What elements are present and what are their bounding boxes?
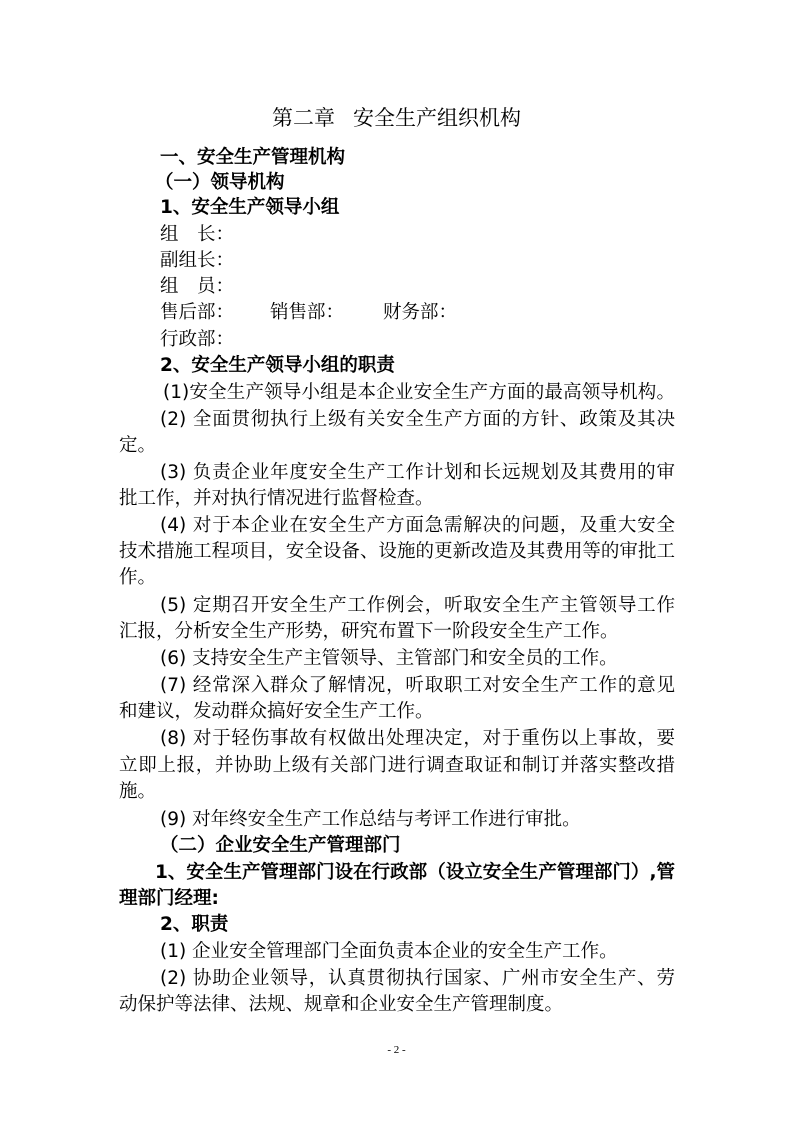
heading-1: 一、安全生产管理机构 bbox=[160, 147, 346, 168]
duty-7-cont: 和建议，发动群众搞好安全生产工作。 bbox=[119, 701, 434, 722]
sales-label: 销售部： bbox=[270, 302, 345, 323]
chapter-number: 第二章 bbox=[272, 106, 335, 130]
duty-2-cont: 定。 bbox=[119, 435, 157, 456]
duty-7: (7) 经常深入群众了解情况，听取职工对安全生产工作的意见 bbox=[160, 675, 675, 696]
duty-4-cont2: 作。 bbox=[119, 567, 157, 588]
duty-4: (4) 对于本企业在安全生产方面急需解决的问题，及重大安全 bbox=[160, 515, 675, 536]
heading-management-dept: （二）企业安全生产管理部门 bbox=[160, 835, 401, 856]
duty-3: (3) 负责企业年度安全生产工作计划和长远规划及其费用的审 bbox=[160, 462, 675, 483]
finance-label: 财务部： bbox=[383, 302, 458, 323]
heading-leadership-group: 1、安全生产领导小组 bbox=[160, 197, 340, 218]
duty-1: (1)安全生产领导小组是本企业安全生产方面的最高领导机构。 bbox=[163, 382, 675, 403]
duty-6: (6) 支持安全生产主管领导、主管部门和安全员的工作。 bbox=[160, 648, 618, 669]
duty-8: (8) 对于轻伤事故有权做出处理决定，对于重伤以上事故，要 bbox=[160, 728, 675, 749]
duty-5-cont: 汇报，分析安全生产形势，研究布置下一阶段安全生产工作。 bbox=[119, 621, 619, 642]
resp-2: (2) 协助企业领导，认真贯彻执行国家、广州市安全生产、劳 bbox=[160, 968, 675, 989]
leader-label: 组 长： bbox=[160, 224, 235, 245]
duty-8-cont: 立即上报，并协助上级有关部门进行调查取证和制订并落实整改措 bbox=[119, 755, 675, 776]
duty-4-cont: 技术措施工程项目，安全设备、设施的更新改造及其费用等的审批工 bbox=[119, 541, 675, 562]
chapter-name: 安全生产组织机构 bbox=[353, 106, 521, 130]
page-title bbox=[0, 104, 793, 132]
heading-leadership: （一）领导机构 bbox=[155, 172, 285, 193]
duty-8-cont2: 施。 bbox=[119, 781, 157, 802]
duty-5: (5) 定期召开安全生产工作例会，听取安全生产主管领导工作 bbox=[160, 595, 675, 616]
duty-9: (9) 对年终安全生产工作总结与考评工作进行审批。 bbox=[160, 809, 581, 830]
dept-statement-cont: 理部门经理: bbox=[119, 888, 219, 909]
page-number: - 2 - bbox=[387, 1044, 406, 1056]
heading-responsibilities: 2、职责 bbox=[160, 914, 229, 935]
duty-2: (2) 全面贯彻执行上级有关安全生产方面的方针、政策及其决 bbox=[160, 409, 675, 430]
deputy-label: 副组长： bbox=[160, 250, 235, 271]
after-sales-label: 售后部： bbox=[160, 302, 235, 323]
resp-1: (1) 企业安全管理部门全面负责本企业的安全生产工作。 bbox=[160, 941, 618, 962]
heading-duties: 2、安全生产领导小组的职责 bbox=[160, 355, 395, 376]
member-label: 组 员： bbox=[160, 276, 235, 297]
resp-2-cont: 动保护等法律、法规、规章和企业安全生产管理制度。 bbox=[119, 994, 564, 1015]
duty-3-cont: 批工作，并对执行情况进行监督检查。 bbox=[119, 488, 434, 509]
admin-label: 行政部： bbox=[160, 329, 235, 350]
dept-statement: 1、安全生产管理部门设在行政部（设立安全生产管理部门）,管 bbox=[155, 862, 675, 883]
